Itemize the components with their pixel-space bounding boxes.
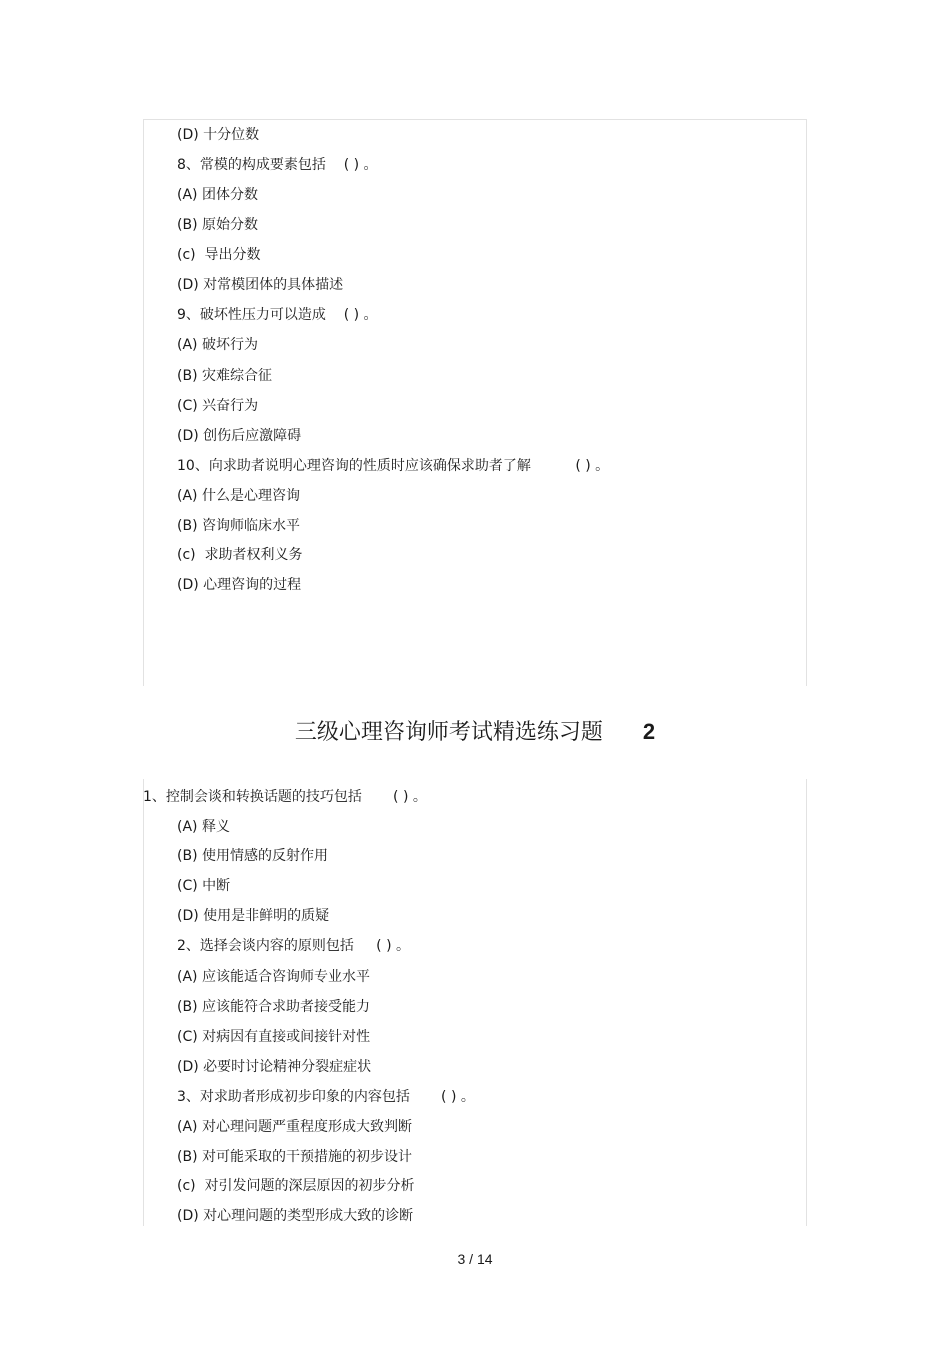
option-line: (D) 十分位数 [177,127,260,143]
option-line: (B) 原始分数 [177,217,258,233]
option-line: (D) 心理咨询的过程 [177,577,302,593]
option-line: (C) 对病因有直接或间接针对性 [177,1029,371,1045]
option-line: (D) 创伤后应激障碍 [177,428,302,444]
option-line: (D) 使用是非鲜明的质疑 [177,908,330,924]
section-title-number: 2 [642,719,656,744]
option-line: (A) 释义 [177,819,230,835]
option-line: (B) 咨询师临床水平 [177,518,300,534]
option-line: (D) 必要时讨论精神分裂症症状 [177,1059,372,1075]
option-line: (A) 对心理问题严重程度形成大致判断 [177,1119,412,1135]
question-8: 8、常模的构成要素包括 ( ) 。 [177,157,378,173]
question-9: 9、破坏性压力可以造成 ( ) 。 [177,307,378,323]
section-title [0,716,950,749]
option-line: (D) 对心理问题的类型形成大致的诊断 [177,1208,414,1224]
option-line: (A) 什么是心理咨询 [177,488,300,504]
option-line: (B) 对可能采取的干预措施的初步设计 [177,1149,412,1165]
option-line: (C) 中断 [177,878,231,894]
option-line: (A) 团体分数 [177,187,258,203]
option-line: (c) 导出分数 [177,247,261,263]
option-line: (c) 求助者权利义务 [177,547,303,563]
page-number: 3 / 14 [457,1251,493,1267]
option-line: (B) 灾难综合征 [177,368,272,384]
option-line: (c) 对引发问题的深层原因的初步分析 [177,1178,415,1194]
option-line: (B) 应该能符合求助者接受能力 [177,999,370,1015]
option-line: (A) 应该能适合咨询师专业水平 [177,969,370,985]
question-2: 2、选择会谈内容的原则包括 ( ) 。 [177,938,410,954]
section-title-text: 三级心理咨询师考试精选练习题 [294,720,603,745]
question-1: 1、控制会谈和转换话题的技巧包括 ( ) 。 [143,789,427,805]
option-line: (D) 对常模团体的具体描述 [177,277,344,293]
option-line: (A) 破坏行为 [177,337,258,353]
option-line: (B) 使用情感的反射作用 [177,848,328,864]
question-3: 3、对求助者形成初步印象的内容包括 ( ) 。 [177,1089,475,1105]
option-line: (C) 兴奋行为 [177,398,259,414]
question-10: 10、向求助者说明心理咨询的性质时应该确保求助者了解 ( ) 。 [177,458,610,474]
